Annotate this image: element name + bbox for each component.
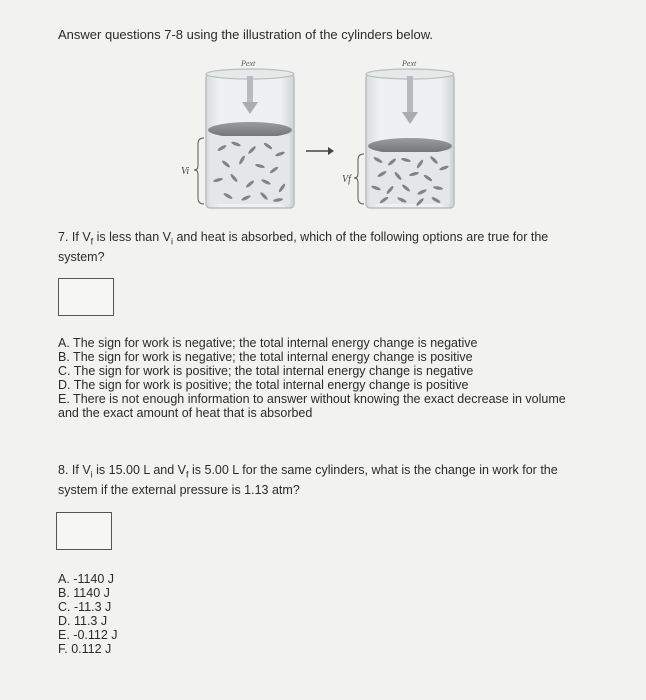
answer-box-q7[interactable] — [58, 278, 114, 316]
right-cylinder — [354, 69, 454, 208]
option-8c: C. -11.3 J — [58, 600, 112, 614]
option-8b: B. 1140 J — [58, 586, 110, 600]
cylinders-illustration — [170, 52, 470, 217]
vi-label: Vi — [181, 166, 190, 177]
pext-right-label: Pext — [402, 59, 417, 68]
answer-box-q8[interactable] — [56, 512, 112, 550]
question-7-options — [58, 336, 578, 420]
option-8e: E. -0.112 J — [58, 628, 118, 642]
question-7-text: 7. If $V_f$ is less than $V_i$ and heat is absorbed, which of the following options are true for the system? — [58, 230, 549, 264]
instructions-text: Answer questions 7-8 using the illustration of the cylinders below. — [58, 27, 434, 42]
option-7e: E. There is not enough information to answer without knowing the exact decrease in volume and the exact amount of heat that is absorbed — [58, 392, 566, 420]
vf-label: Vf — [342, 174, 351, 185]
left-cylinder — [194, 69, 294, 208]
arrow-icon — [306, 147, 334, 155]
question-8-text: 8. If $V_i$ is 15.00 L and $V_f$ is 5.00 L for the same cylinders, what is the change in work for the system if the external pressure is 1.13 atm? — [58, 463, 558, 497]
option-8f: F. 0.112 J — [58, 642, 112, 656]
option-7c: C. The sign for work is positive; the total internal energy change is negative — [58, 364, 474, 378]
option-7a: A. The sign for work is negative; the total internal energy change is negative — [58, 336, 478, 350]
pext-left-label: Pext — [241, 59, 256, 68]
option-8a: A. -1140 J — [58, 572, 115, 586]
question-8-options — [58, 572, 118, 656]
option-8d: D. 11.3 J — [58, 614, 108, 628]
option-7d: D. The sign for work is positive; the total internal energy change is positive — [58, 378, 469, 392]
option-7b: B. The sign for work is negative; the total internal energy change is positive — [58, 350, 473, 364]
